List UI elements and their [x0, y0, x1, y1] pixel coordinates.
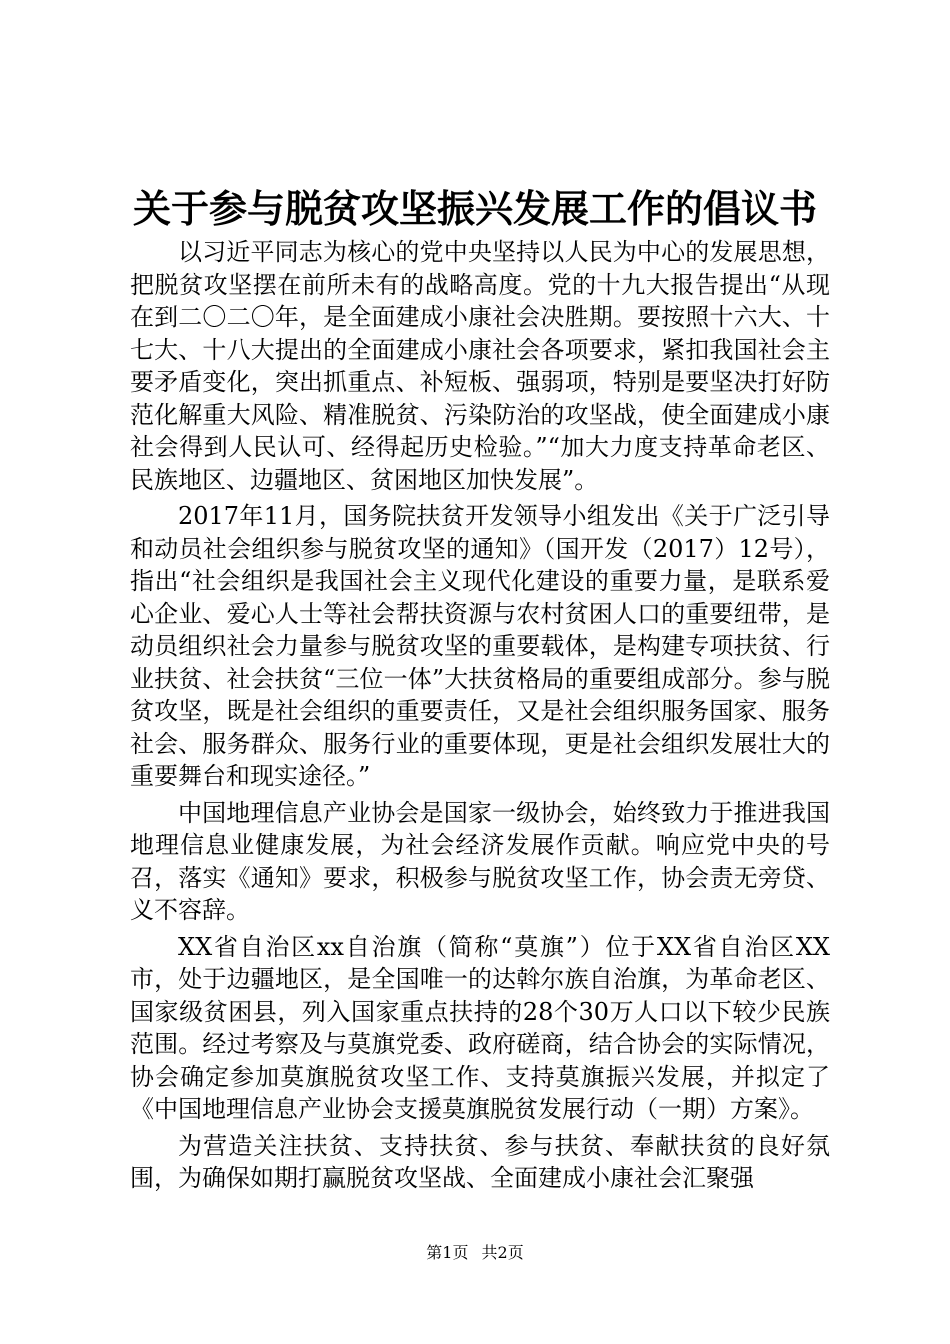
- document-body: [130, 236, 830, 1199]
- document-title: 关于参与脱贫攻坚振兴发展工作的倡议书: [132, 186, 817, 231]
- paragraph: 为营造关注扶贫、支持扶贫、参与扶贫、奉献扶贫的良好氛围，为确保如期打赢脱贫攻坚战、全面建成小康社会汇聚强: [130, 1131, 830, 1192]
- page-footer: [0, 1242, 950, 1264]
- paragraph: 2017年11月，国务院扶贫开发领导小组发出《关于广泛引导和动员社会组织参与脱贫攻坚的通知》（国开发（2017）12号），指出“社会组织是我国社会主义现代化建设的重要力量，是联系爱心企业、爱心人士等社会帮扶资源与农村贫困人口的重要纽带，是动员组织社会力量参与脱贫攻坚的重要载体，是构建专项扶贫、行业扶贫、社会扶贫“三位一体”大扶贫格局的重要组成部分。参与脱贫攻坚，既是社会组织的重要责任，又是社会组织服务国家、服务社会、服务群众、服务行业的重要体现，更是社会组织发展壮大的重要舞台和现实途径。”: [130, 502, 830, 790]
- paragraph: 中国地理信息产业协会是国家一级协会，始终致力于推进我国地理信息业健康发展，为社会经济发展作贡献。响应党中央的号召，落实《通知》要求，积极参与脱贫攻坚工作，协会责无旁贷、义不容辞。: [130, 798, 830, 924]
- page-number: 第1页: [426, 1243, 469, 1262]
- paragraph: XX省自治区xx自治旗（简称“莫旗”）位于XX省自治区XX市，处于边疆地区，是全国唯一的达斡尔族自治旗，为革命老区、国家级贫困县，列入国家重点扶持的28个30万人口以下较少民族范围。经过考察及与莫旗党委、政府磋商，结合协会的实际情况，协会确定参加莫旗脱贫攻坚工作、支持莫旗振兴发展，并拟定了《中国地理信息产业协会支援莫旗脱贫发展行动（一期）方案》。: [130, 932, 830, 1123]
- paragraph: 以习近平同志为核心的党中央坚持以人民为中心的发展思想，把脱贫攻坚摆在前所未有的战略高度。党的十九大报告提出“从现在到二〇二〇年，是全面建成小康社会决胜期。要按照十六大、十七大、十八大提出的全面建成小康社会各项要求，紧扣我国社会主要矛盾变化，突出抓重点、补短板、强弱项，特别是要坚决打好防范化解重大风险、精准脱贫、污染防治的攻坚战，使全面建成小康社会得到人民认可、经得起历史检验。”“加大力度支持革命老区、民族地区、边疆地区、贫困地区加快发展”。: [130, 238, 830, 494]
- page-total: 共2页: [481, 1243, 524, 1262]
